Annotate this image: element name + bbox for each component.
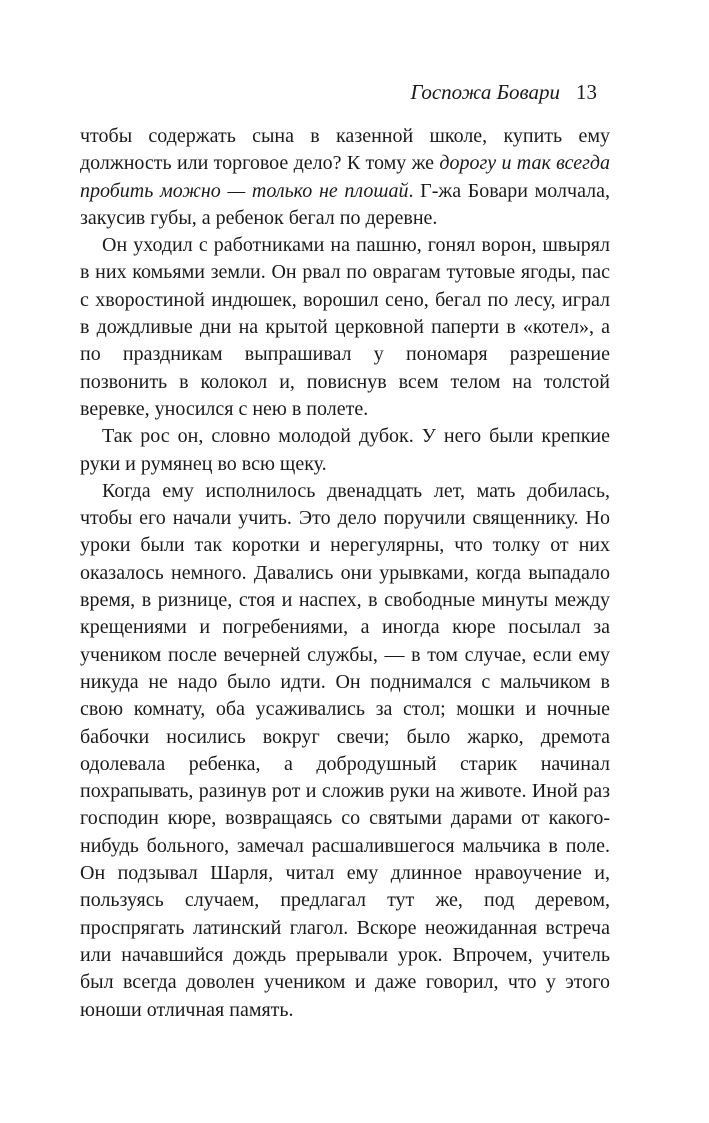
text-segment: . Г-жа Бовари молчала, закусив губы, а ребенок бегал по деревне. xyxy=(80,179,610,229)
running-header xyxy=(410,78,597,106)
text-segment: Он уходил с работниками на пашню, гонял ворон, швырял в них комьями земли. Он рвал по оврагам тутовые ягоды, пас с хворостиной индюшек, ворошил сено, бегал по лесу, играл в дождливые дни на крытой церковной паперти в «котел», а по праздникам выпрашивал у пономаря разрешение позвонить в колокол и, повиснув всем телом на толстой веревке, уносился с нею в полете. xyxy=(80,234,610,420)
body-text xyxy=(80,123,610,1024)
paragraph xyxy=(80,478,610,1024)
paragraph xyxy=(80,423,610,478)
paragraph xyxy=(80,232,610,423)
text-segment: чтобы содержать сына в казенной школе, купить ему должность или торговое дело? К тому же xyxy=(80,125,610,175)
running-title: Госпожа Бовари xyxy=(410,80,560,104)
text-segment: Так рос он, словно молодой дубок. У него были крепкие руки и румянец во всю щеку. xyxy=(80,425,610,475)
paragraph xyxy=(80,123,610,232)
page-number: 13 xyxy=(576,80,597,104)
italic-text-segment: дорогу и так всегда пробить можно — только не плошай xyxy=(80,152,610,202)
text-segment: Когда ему исполнилось двенадцать лет, мать добилась, чтобы его начали учить. Это дело поручили священнику. Но уроки были так коротки и нерегулярны, что толку от них оказалось немного. Давались они урывками, когда выпадало время, в ризнице, стоя и наспех, в свободные минуты между крещениями и погребениями, а иногда кюре посылал за учеником после вечерней службы, — в том случае, если ему никуда не надо было идти. Он поднимался с мальчиком в свою комнату, оба усаживались за стол; мошки и ночные бабочки носились вокруг свечи; было жарко, дремота одолевала ребенка, а добродушный старик начинал похрапывать, разинув рот и сложив руки на животе. Иной раз господин кюре, возвращаясь со святыми дарами от какого-нибудь больного, замечал расшалившегося мальчика в поле. Он подзывал Шарля, читал ему длинное нравоучение и, пользуясь случаем, предлагал тут же, под деревом, проспрягать латинский глагол. Вскоре неожиданная встреча или начавшийся дождь прерывали урок. Впрочем, учитель был всегда доволен учеником и даже говорил, что у этого юноши отличная память. xyxy=(80,479,610,1021)
